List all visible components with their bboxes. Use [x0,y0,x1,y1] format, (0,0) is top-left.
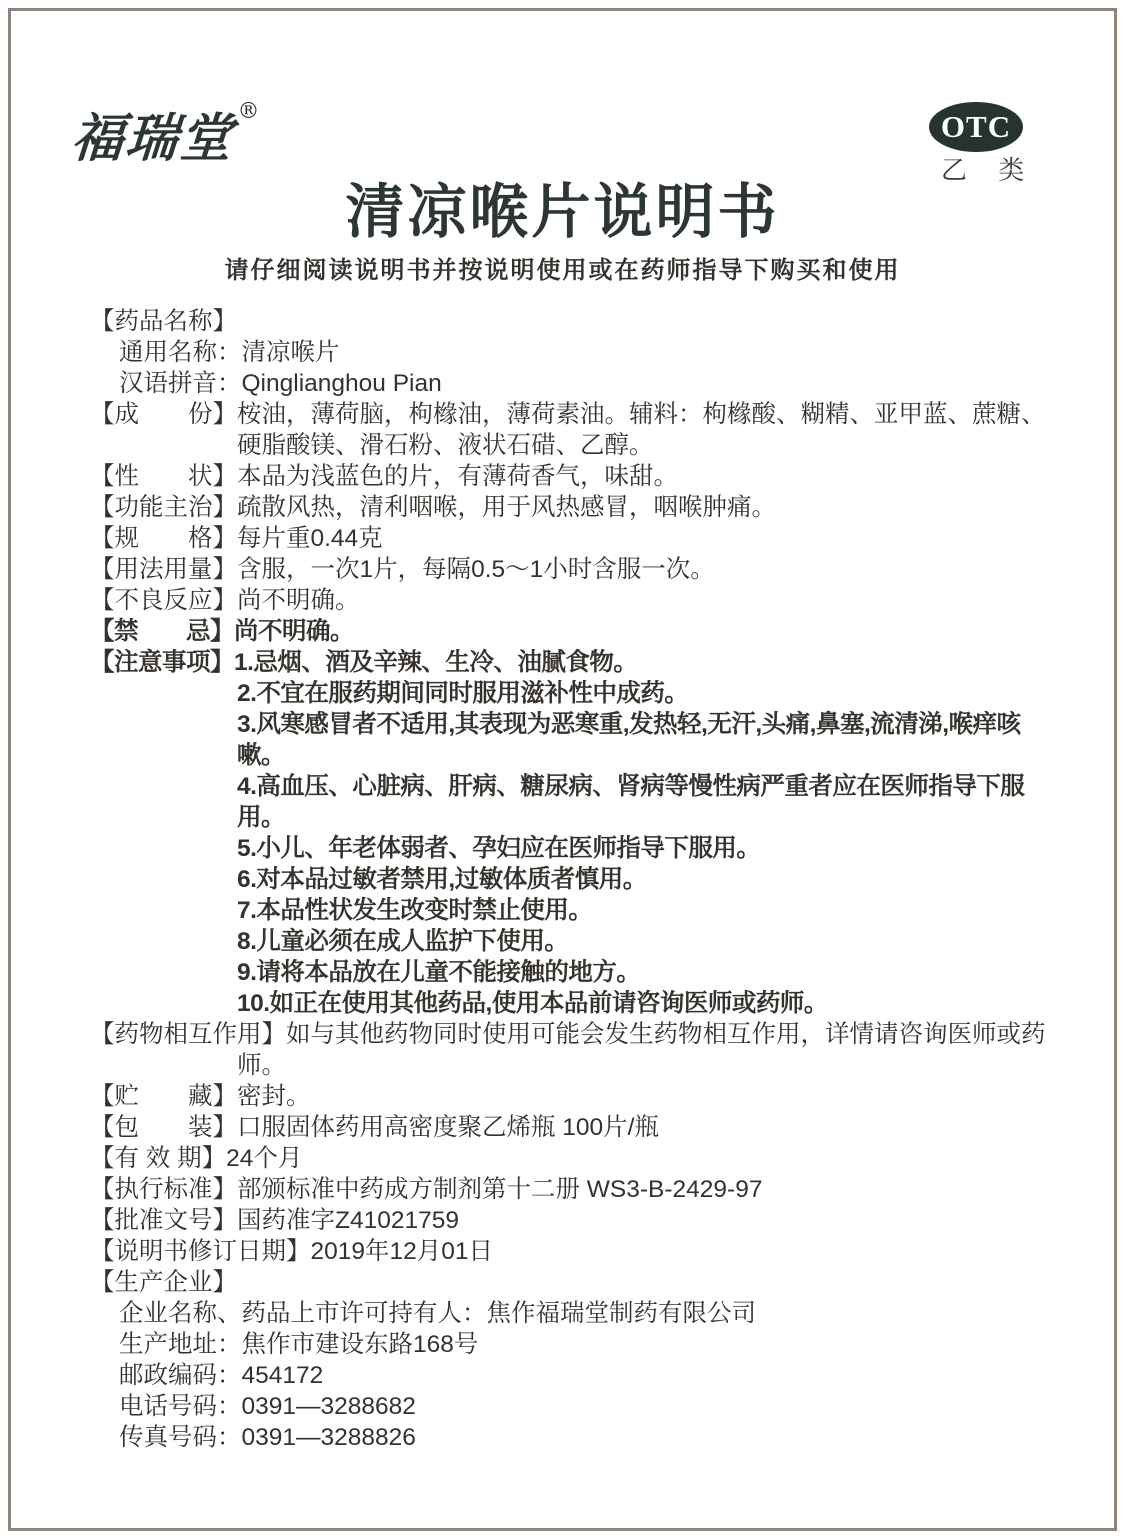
section-text: 如与其他药物同时使用可能会发生药物相互作用，详情请咨询医师或药师。 [237,1021,1046,1079]
section-drug-interactions [90,1019,1047,1081]
precaution-item: 10.如正在使用其他药品,使用本品前请咨询医师或药师。 [237,990,828,1017]
brand-logo [69,96,260,171]
section-label: 【注意事项】 [90,649,234,676]
manufacturer-line: 企业名称、药品上市许可持有人：焦作福瑞堂制药有限公司 [119,1300,756,1327]
precaution-item: 7.本品性状发生改变时禁止使用。 [237,897,593,924]
section-strength [90,523,1047,554]
section-revision-date [90,1236,1047,1267]
section-text: 部颁标准中药成方制剂第十二册 WS3-B-2429-97 [237,1176,763,1203]
section-standard [90,1174,1047,1205]
manufacturer-line: 传真号码：0391—3288826 [119,1424,416,1451]
section-text: 国药准字Z41021759 [237,1207,459,1234]
document-subtitle: 请仔细阅读说明书并按说明使用或在药师指导下购买和使用 [224,257,901,284]
section-label: 【生产企业】 [90,1269,237,1296]
otc-class-label: 乙 类 [941,155,1037,185]
section-label: 【执行标准】 [90,1176,237,1203]
brand-logo-text: 福瑞堂 [69,108,236,169]
manufacturer-line: 邮政编码：454172 [119,1362,324,1389]
section-label: 【规 格】 [90,525,237,552]
otc-badge [929,102,1023,152]
section-precautions [90,647,1047,678]
section-text: 密封。 [237,1083,311,1110]
section-ingredients [90,399,1047,461]
precaution-item: 1.忌烟、酒及辛辣、生冷、油腻食物。 [234,649,638,676]
section-label: 【功能主治】 [90,494,237,521]
section-description [90,461,1047,492]
section-shelf-life [90,1143,1047,1174]
precaution-item: 9.请将本品放在儿童不能接触的地方。 [237,959,641,986]
precaution-item: 4.高血压、心脏病、肝病、糖尿病、肾病等慢性病严重者应在医师指导下服用。 [237,773,1025,831]
section-label: 【用法用量】 [90,556,237,583]
drug-generic-name: 通用名称：清凉喉片 [119,339,340,366]
section-text: 24个月 [226,1145,303,1172]
precaution-item: 8.儿童必须在成人监护下使用。 [237,928,569,955]
section-contraindications [90,616,1047,647]
registered-trademark-icon: ® [237,99,260,124]
section-storage [90,1081,1047,1112]
section-text: 疏散风热，清利咽喉，用于风热感冒，咽喉肿痛。 [237,494,776,521]
section-dosage [90,554,1047,585]
section-label: 【不良反应】 [90,587,237,614]
otc-badge-text: OTC [940,109,1012,144]
precaution-item: 3.风寒感冒者不适用,其表现为恶寒重,发热轻,无汗,头痛,鼻塞,流清涕,喉痒咳嗽。 [237,711,1021,769]
section-label: 【成 份】 [90,401,237,428]
manufacturer-line: 生产地址：焦作市建设东路168号 [119,1331,479,1358]
section-label: 【性 状】 [90,463,237,490]
drug-pinyin: 汉语拼音：Qinglianghou Pian [119,370,442,397]
section-label: 【有 效 期】 [90,1145,227,1172]
section-text: 桉油，薄荷脑，枸橼油，薄荷素油。辅料：枸橼酸、糊精、亚甲蓝、蔗糖、硬脂酸镁、滑石粉、液状石碏、乙醇。 [237,401,1046,459]
section-adverse-reactions [90,585,1047,616]
leaflet-body [90,306,1047,1453]
section-label: 【药品名称】 [90,308,237,335]
section-text: 本品为浅蓝色的片，有薄荷香气，味甜。 [237,463,678,490]
section-text: 尚不明确。 [234,618,354,645]
section-label: 【药物相互作用】 [90,1021,286,1048]
section-indications [90,492,1047,523]
section-drug-name [90,306,1047,337]
precaution-item: 6.对本品过敏者禁用,过敏体质者慎用。 [237,866,647,893]
precaution-item: 2.不宜在服药期间同时服用滋补性中成药。 [237,680,689,707]
section-packaging [90,1112,1047,1143]
manufacturer-line: 电话号码：0391—3288682 [119,1393,416,1420]
document-title: 清凉喉片说明书 [345,179,780,245]
section-label: 【贮 藏】 [90,1083,237,1110]
section-text: 口服固体药用高密度聚乙烯瓶 100片/瓶 [237,1114,659,1141]
section-text: 尚不明确。 [237,587,360,614]
section-text: 含服，一次1片，每隔0.5～1小时含服一次。 [237,556,715,583]
section-label: 【说明书修订日期】 [90,1238,311,1265]
section-label: 【批准文号】 [90,1207,237,1234]
section-label: 【包 装】 [90,1114,237,1141]
section-text: 2019年12月01日 [310,1238,494,1265]
section-text: 每片重0.44克 [237,525,383,552]
precaution-item: 5.小儿、年老体弱者、孕妇应在医师指导下服用。 [237,835,761,862]
section-label: 【禁 忌】 [90,618,234,645]
section-approval-number [90,1205,1047,1236]
section-manufacturer [90,1267,1047,1298]
